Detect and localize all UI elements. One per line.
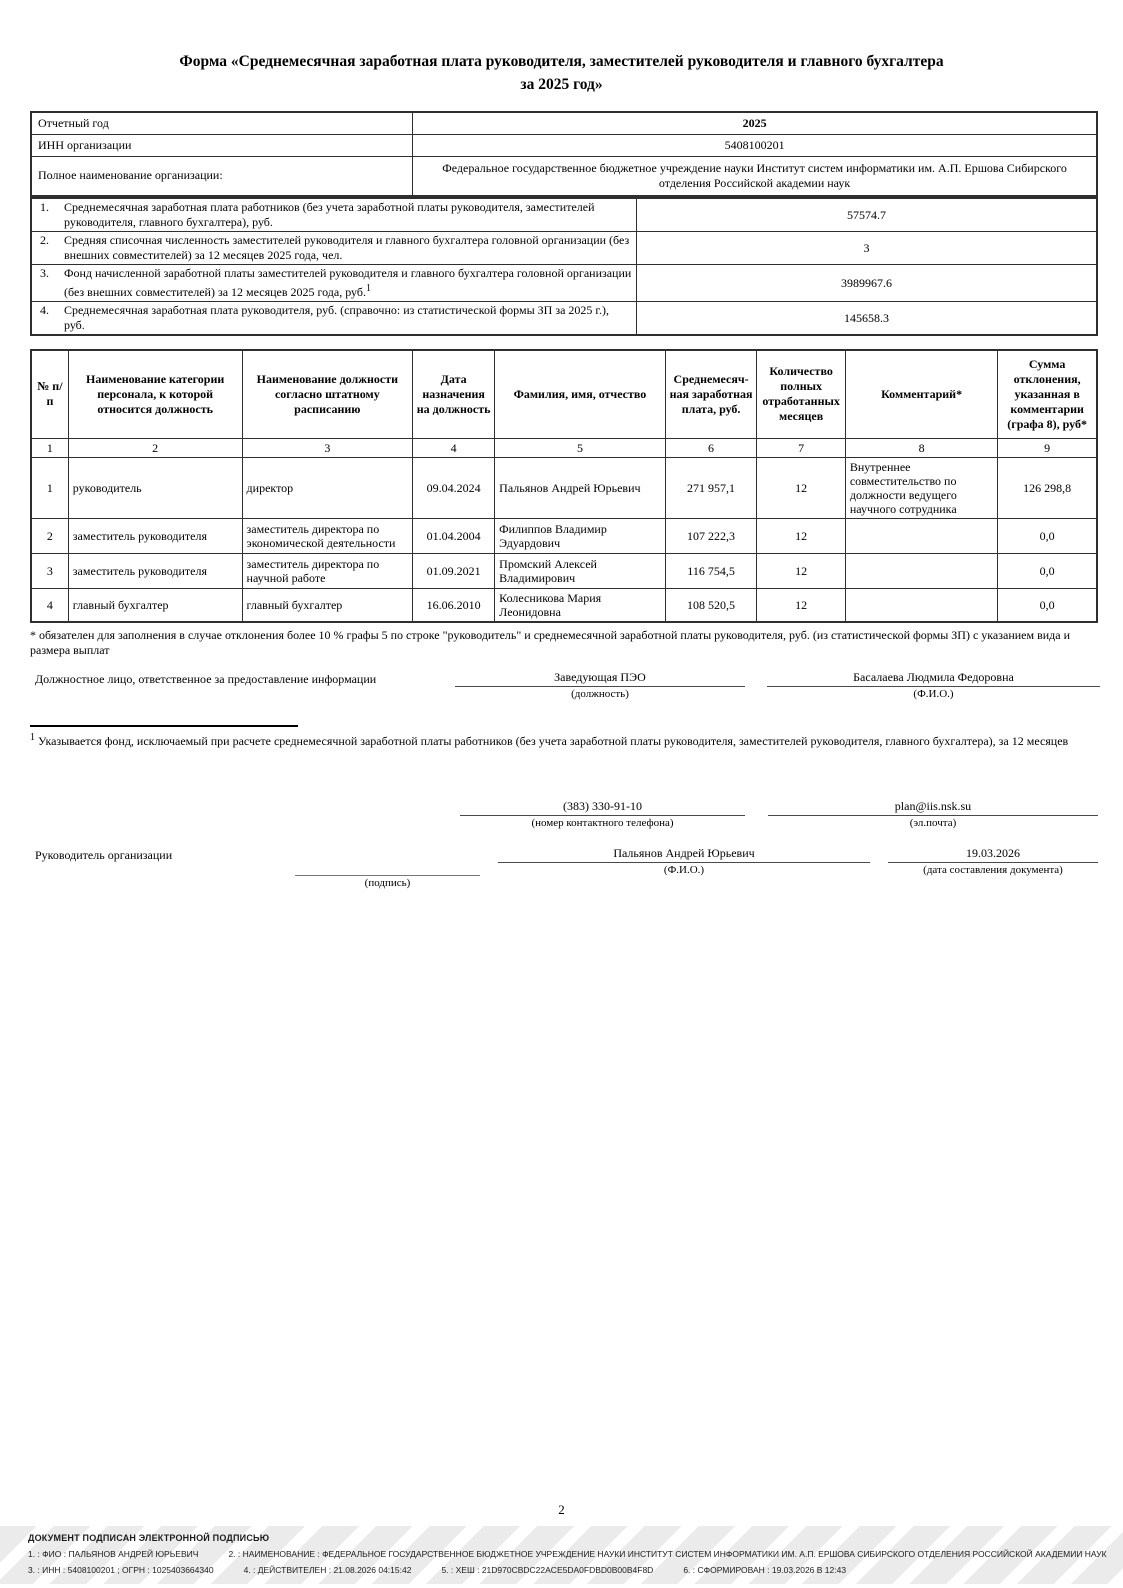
- esign-line-2: [28, 1565, 1095, 1575]
- cell-salary: 107 222,3: [665, 518, 757, 553]
- item-number: 3.: [40, 266, 49, 280]
- table-row: [31, 265, 1097, 302]
- responsible-name-value: Басалаева Людмила Федоровна: [767, 670, 1100, 687]
- table-row: [31, 112, 1097, 134]
- item-value: 57574.7: [636, 198, 1097, 232]
- cell-months: 12: [757, 588, 845, 622]
- signature-blank: [295, 861, 480, 876]
- cell-months: 12: [757, 553, 845, 588]
- email-field: [768, 799, 1098, 830]
- cell-salary: 116 754,5: [665, 553, 757, 588]
- email-caption: (эл.почта): [909, 816, 957, 829]
- col-number: 7: [757, 438, 845, 457]
- cell-position: главный бухгалтер: [242, 588, 413, 622]
- col-header: Комментарий*: [845, 350, 997, 438]
- footnote-separator: [30, 725, 298, 727]
- email-value: plan@iis.nsk.su: [768, 799, 1098, 816]
- org-name-label: Полное наименование организации:: [31, 156, 413, 196]
- col-header: Количество полных отработанных месяцев: [757, 350, 845, 438]
- cell-comment: Внутреннее совместительство по должности ведущего научного сотрудника: [845, 457, 997, 518]
- head-label: Руководитель организации: [35, 847, 173, 862]
- position-value: Заведующая ПЭО: [455, 670, 745, 687]
- cell-salary: 108 520,5: [665, 588, 757, 622]
- table-row: [31, 134, 1097, 156]
- cell-comment: [845, 553, 997, 588]
- document-date-field: [888, 846, 1098, 877]
- col-header: Наименование категории персонала, к которой относится должность: [68, 350, 242, 438]
- inn-label: ИНН организации: [31, 134, 413, 156]
- responsible-label: Должностное лицо, ответственное за предоставление информации: [35, 671, 377, 686]
- cell-date: 16.06.2010: [413, 588, 495, 622]
- footnote-1-marker: 1: [30, 731, 35, 743]
- cell-deviation: 126 298,8: [998, 457, 1097, 518]
- page-title: [0, 0, 1123, 96]
- summary-items-table: [30, 197, 1098, 336]
- phone-value: (383) 330-91-10: [460, 799, 745, 816]
- col-header: Среднемесяч-ная заработная плата, руб.: [665, 350, 757, 438]
- cell-date: 01.09.2021: [413, 553, 495, 588]
- item-value: 3: [636, 232, 1097, 265]
- cell-fio: Пальянов Андрей Юрьевич: [495, 457, 666, 518]
- cell-salary: 271 957,1: [665, 457, 757, 518]
- page-number: 2: [558, 1501, 565, 1517]
- footnote-1: [30, 730, 1093, 749]
- title-line-2: за 2025 год»: [520, 76, 603, 93]
- inn-value: 5408100201: [413, 134, 1097, 156]
- org-name-value: Федеральное государственное бюджетное учреждение науки Институт систем информатики им. А.П. Ершова Сибирского отделения Российской академии наук: [413, 156, 1097, 196]
- cell-category: заместитель руководителя: [68, 518, 242, 553]
- report-year-label: Отчетный год: [31, 112, 413, 134]
- col-number: 8: [845, 438, 997, 457]
- table-row: [31, 198, 1097, 232]
- org-info-table: [30, 111, 1098, 197]
- cell-position: заместитель директора по экономической деятельности: [242, 518, 413, 553]
- cell-position: директор: [242, 457, 413, 518]
- position-signature-field: [455, 670, 745, 701]
- column-numbers-row: [31, 438, 1097, 457]
- cell-months: 12: [757, 518, 845, 553]
- cell-num: 2: [31, 518, 68, 553]
- esign-org-name: 2. : НАИМЕНОВАНИЕ : ФЕДЕРАЛЬНОЕ ГОСУДАРСТВЕННОЕ БЮДЖЕТНОЕ УЧРЕЖДЕНИЕ НАУКИ ИНСТИТУТ СИСТЕМ ИНФОРМАТИКИ ИМ. А.П. ЕРШОВА СИБИРСКОГО ОТДЕЛЕНИЯ РОССИЙСКОЙ АКАДЕМИИ НАУК: [228, 1548, 1107, 1559]
- esign-valid-until: 4. : ДЕЙСТВИТЕЛЕН : 21.08.2026 04:15:42: [243, 1564, 412, 1575]
- cell-comment: [845, 518, 997, 553]
- col-header: Наименование должности согласно штатному расписанию: [242, 350, 413, 438]
- table-row: [31, 457, 1097, 518]
- cell-fio: Филиппов Владимир Эдуардович: [495, 518, 666, 553]
- title-line-1: Форма «Среднемесячная заработная плата руководителя, заместителей руководителя и главного бухгалтера: [179, 53, 944, 70]
- esign-line-1: [28, 1548, 1107, 1559]
- col-header: Дата назначения на должность: [413, 350, 495, 438]
- item-number: 2.: [40, 233, 49, 247]
- esign-title: ДОКУМЕНТ ПОДПИСАН ЭЛЕКТРОННОЙ ПОДПИСЬЮ: [28, 1532, 270, 1543]
- report-year-value: 2025: [413, 112, 1097, 134]
- cell-num: 4: [31, 588, 68, 622]
- cell-months: 12: [757, 457, 845, 518]
- responsible-name-field: [767, 670, 1100, 701]
- cell-date: 09.04.2024: [413, 457, 495, 518]
- cell-deviation: 0,0: [998, 518, 1097, 553]
- responsible-name-caption: (Ф.И.О.): [913, 687, 954, 700]
- item-text: Среднемесячная заработная плата работников (без учета заработной платы руководителя, заместителей руководителя, главного бухгалтера), руб.: [64, 200, 595, 229]
- cell-category: заместитель руководителя: [68, 553, 242, 588]
- esign-inn-ogrn: 3. : ИНН : 5408100201 ; ОГРН : 1025403664340: [28, 1564, 214, 1575]
- salary-details-table: [30, 349, 1098, 623]
- item-value: 145658.3: [636, 302, 1097, 336]
- col-number: 3: [242, 438, 413, 457]
- footnote-star: * обязателен для заполнения в случае отклонения более 10 % графы 5 по строке "руководитель" и среднемесячной заработной платы руководителя, руб. (из статистической формы ЗП) с указанием вида и размера выплат: [30, 627, 1071, 657]
- signature-field: [295, 861, 480, 890]
- table-header-row: [31, 350, 1097, 438]
- item-text: Фонд начисленной заработной платы заместителей руководителя и главного бухгалтера головной организации (без внешних совместителей) за 12 месяцев 2025 года, руб.$^1$: [64, 266, 632, 299]
- col-number: 6: [665, 438, 757, 457]
- table-row: [31, 156, 1097, 196]
- document-date-caption: (дата составления документа): [923, 863, 1063, 876]
- signature-caption: (подпись): [364, 876, 411, 889]
- col-number: 5: [495, 438, 666, 457]
- table-row: [31, 302, 1097, 336]
- table-row: [31, 588, 1097, 622]
- table-row: [31, 553, 1097, 588]
- col-number: 9: [998, 438, 1097, 457]
- footnote-ref: 1: [366, 283, 371, 294]
- esign-hash: 5. : ХЕШ : 21D970CBDC22ACE5DA0FDBD0B00B4F8D: [441, 1564, 654, 1575]
- cell-num: 1: [31, 457, 68, 518]
- cell-deviation: 0,0: [998, 553, 1097, 588]
- table-row: [31, 232, 1097, 265]
- item-value: 3989967.6: [636, 265, 1097, 302]
- head-signature-row: [35, 846, 1123, 890]
- cell-fio: Колесникова Мария Леонидовна: [495, 588, 666, 622]
- item-text: Среднемесячная заработная плата руководителя, руб. (справочно: из статистической формы ЗП за 2025 г.), руб.: [64, 303, 609, 332]
- responsible-person-row: [35, 670, 1123, 701]
- head-name-value: Пальянов Андрей Юрьевич: [498, 846, 870, 863]
- position-caption: (должность): [571, 687, 629, 700]
- item-number: 4.: [40, 303, 49, 317]
- cell-comment: [845, 588, 997, 622]
- contacts-row: [460, 799, 1123, 830]
- footnote-1-text: Указывается фонд, исключаемый при расчете среднемесячной заработной платы работников (без учета заработной платы руководителя, заместителей руководителя, главного бухгалтера), за 12 месяцев: [35, 733, 1069, 748]
- cell-deviation: 0,0: [998, 588, 1097, 622]
- esign-created: 6. : СФОРМИРОВАН : 19.03.2026 В 12:43: [683, 1564, 847, 1575]
- cell-fio: Промский Алексей Владимирович: [495, 553, 666, 588]
- phone-field: [460, 799, 745, 830]
- cell-num: 3: [31, 553, 68, 588]
- esign-fio: 1. : ФИО : ПАЛЬЯНОВ АНДРЕЙ ЮРЬЕВИЧ: [28, 1548, 199, 1559]
- blank-space: [0, 890, 1123, 1502]
- col-number: 1: [31, 438, 68, 457]
- head-name-field: [498, 846, 870, 877]
- item-number: 1.: [40, 200, 49, 214]
- head-name-caption: (Ф.И.О.): [663, 863, 705, 876]
- cell-category: руководитель: [68, 457, 242, 518]
- table-row: [31, 518, 1097, 553]
- cell-date: 01.04.2004: [413, 518, 495, 553]
- col-header: Фамилия, имя, отчество: [495, 350, 666, 438]
- col-header: № п/п: [31, 350, 68, 438]
- cell-position: заместитель директора по научной работе: [242, 553, 413, 588]
- electronic-signature-stamp: [0, 1526, 1123, 1584]
- item-text: Средняя списочная численность заместителей руководителя и главного бухгалтера головной организации (без внешних совместителей) за 12 месяцев 2025 года, чел.: [64, 233, 630, 262]
- document-date-value: 19.03.2026: [888, 846, 1098, 863]
- cell-category: главный бухгалтер: [68, 588, 242, 622]
- phone-caption: (номер контактного телефона): [531, 816, 674, 829]
- col-number: 2: [68, 438, 242, 457]
- col-number: 4: [413, 438, 495, 457]
- col-header: Сумма отклонения, указанная в комментарии (графа 8), руб*: [998, 350, 1097, 438]
